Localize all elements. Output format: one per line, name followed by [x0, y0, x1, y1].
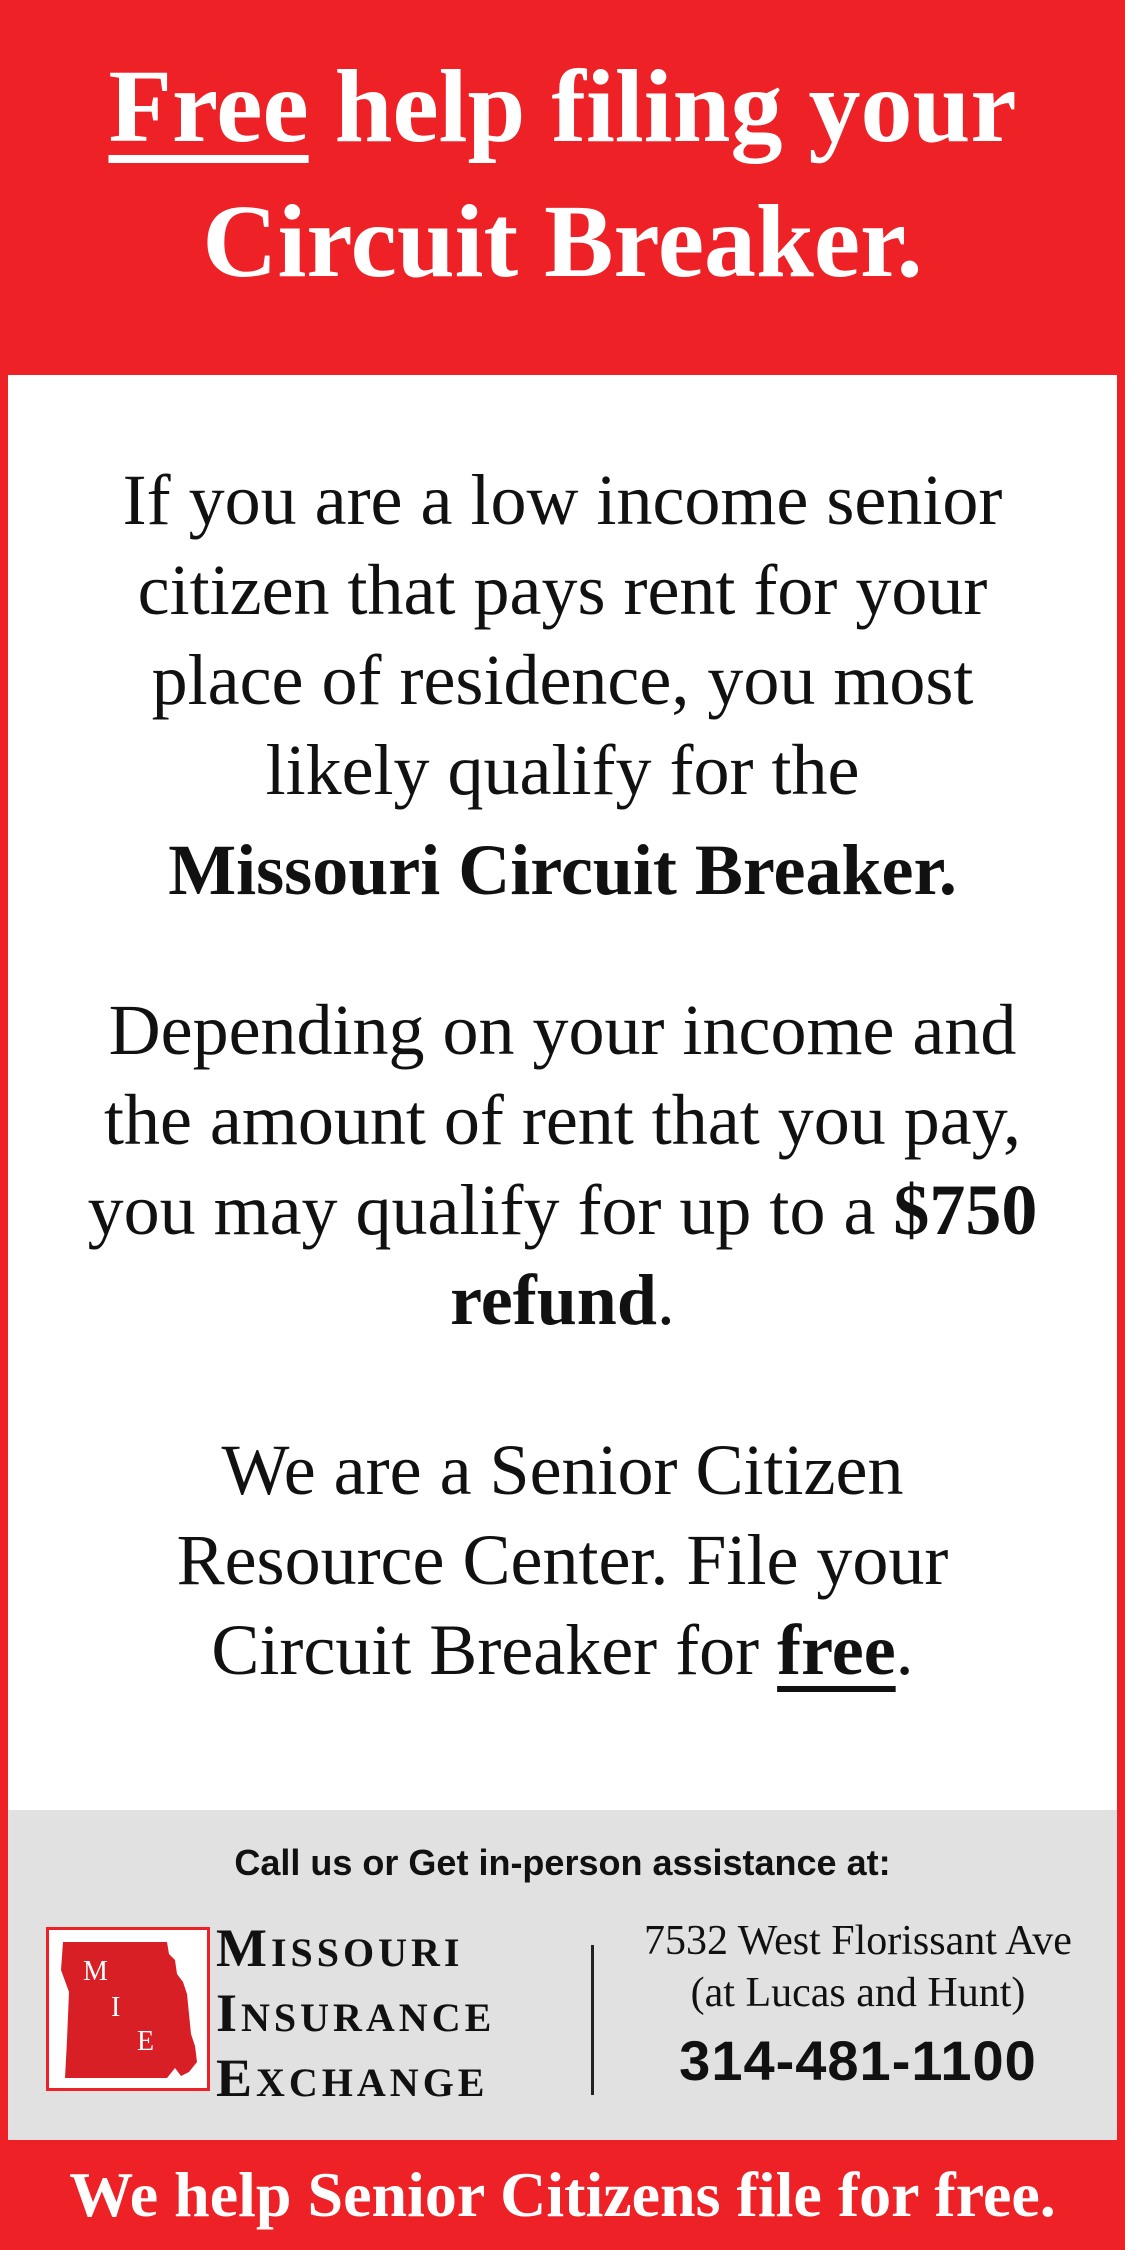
contact-divider: [591, 1945, 594, 2095]
headline-free: Free: [108, 49, 309, 164]
company-name-line-3: EXCHANGE: [216, 2048, 489, 2108]
logo-letter-i: I: [111, 1992, 121, 2023]
footer-tagline: We help Senior Citizens file for free.: [0, 2140, 1125, 2250]
refund-paragraph-text: Depending on your income and the amount of rent that you pay, you may qualify for up to a: [87, 990, 1022, 1250]
headline-line-2: Circuit Breaker.: [202, 184, 923, 299]
company-name-line-1: MISSOURI: [216, 1918, 464, 1978]
resource-center-end: .: [895, 1610, 914, 1690]
eligibility-paragraph: If you are a low income senior citizen that pays rent for your place of residence, you most likely qualify for the: [122, 460, 1003, 810]
refund-paragraph: [8, 985, 1117, 1345]
phone-number[interactable]: 314-481-1100: [679, 2029, 1037, 2092]
refund-amount: $750 refund: [450, 1170, 1038, 1340]
contact-panel: [8, 1810, 1117, 2140]
headline-rest: help filing your: [308, 49, 1017, 164]
body-panel: [8, 375, 1117, 1810]
call-to-action: Call us or Get in-person assistance at:: [234, 1842, 891, 1883]
header-banner: [0, 0, 1125, 375]
cross-streets: (at Lucas and Hunt): [690, 1970, 1026, 2016]
street-address: 7532 West Florissant Ave: [644, 1918, 1072, 1964]
company-logo: [46, 1927, 210, 2091]
program-name: Missouri Circuit Breaker.: [168, 830, 957, 910]
free-emphasis: free: [777, 1610, 896, 1690]
missouri-state-icon: [49, 1930, 207, 2088]
logo-letter-e: E: [137, 2026, 155, 2057]
refund-paragraph-end: .: [656, 1260, 675, 1340]
logo-letter-m: M: [83, 1956, 108, 1987]
company-name: [216, 1918, 566, 2113]
resource-center-paragraph: [8, 1425, 1117, 1695]
resource-center-text: We are a Senior Citizen Resource Center. File your Circuit Breaker for: [176, 1430, 949, 1690]
company-name-line-2: INSURANCE: [216, 1983, 496, 2043]
headline-line-1: [0, 49, 1125, 164]
address-block: [608, 1915, 1108, 2092]
